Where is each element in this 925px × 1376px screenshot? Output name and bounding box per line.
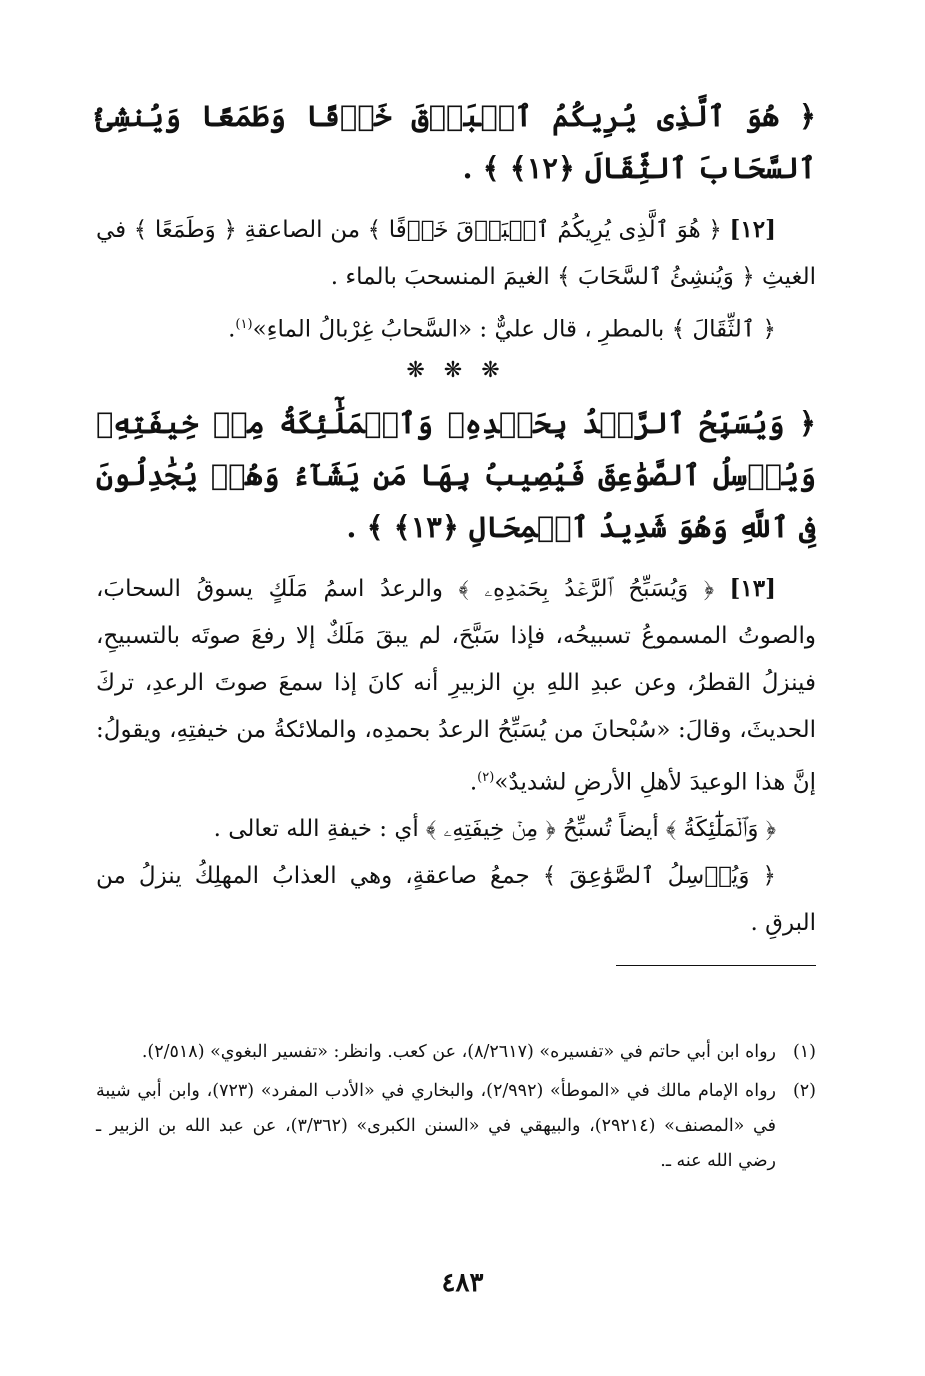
footnote-1 bbox=[96, 1035, 816, 1070]
page-body bbox=[96, 90, 816, 966]
footnote-number: (٢) bbox=[792, 1081, 816, 1101]
commentary-12-paragraph-2 bbox=[96, 301, 816, 354]
footnote-text: رواه ابن أبي حاتم في «تفسيره» (٨/٢٦١٧)، عن كعب. وانظر: «تفسير البغوي» (٢/٥١٨). bbox=[141, 1042, 776, 1062]
commentary-13-paragraph-2: ﴿ وَٱلۡمَلَٰٓئِكَةُ ﴾ أيضاً تُسبِّحُ ﴿ مِنۡ خِيفَتِهِۦ ﴾ أي : خيفةِ الله تعالى . bbox=[213, 816, 776, 843]
footnote-number: (١) bbox=[792, 1042, 816, 1062]
commentary-13-paragraph-3: ﴿ وَيُرۡسِلُ ٱلصَّوَٰعِقَ ﴾ جمعُ صاعقةٍ، وهي العذابُ المهلِكُ ينزلُ من البرقِ . bbox=[96, 863, 816, 937]
page-number: ٤٨٣ bbox=[441, 1268, 484, 1298]
footnote-separator bbox=[616, 965, 816, 966]
commentary-12-text: ﴿ هُوَ ٱلَّذِى يُرِيكُمُ ٱلۡبَرۡقَ خَوۡفًا ﴾ من الصاعقةِ ﴿ وَطَمَعًا ﴾ في الغيثِ ﴿ وَيُنشِئُ ٱلسَّحَابَ ﴾ الغيمَ المنسحبَ بالماء . bbox=[96, 217, 816, 290]
commentary-12-number: [١٢] bbox=[729, 216, 777, 243]
commentary-13-paragraph-1 bbox=[96, 565, 816, 807]
commentary-12-paragraph-1 bbox=[96, 206, 816, 301]
footnote-2 bbox=[96, 1074, 816, 1179]
section-divider-stars: ❋ ❋ ❋ bbox=[406, 357, 506, 383]
footnote-ref-2[interactable]: (٢) bbox=[477, 769, 495, 785]
commentary-13-number: [١٣] bbox=[729, 574, 776, 602]
footnotes bbox=[96, 1035, 816, 1183]
commentary-12-end: . bbox=[228, 316, 236, 343]
footnote-ref-1[interactable]: (١) bbox=[235, 317, 253, 332]
commentary-12-text-2: ﴿ ٱلثِّقَالَ ﴾ بالمطرِ ، قال عليٌّ : «السَّحابُ غِرْبالُ الماءِ» bbox=[252, 316, 776, 343]
quran-verse-13: ﴿ وَيُسَبِّحُ ٱلرَّعۡدُ بِحَمۡدِهِۦ وَٱلۡمَلَٰٓئِكَةُ مِنۡ خِيفَتِهِۦ وَيُرۡسِلُ ٱلصَّوَٰعِقَ فَيُصِيبُ بِهَا مَن يَشَآءُ وَهُمۡ يُجَٰدِلُونَ فِى ٱللَّهِ وَهُوَ شَدِيدُ ٱلۡمِحَالِ ﴿١٣﴾ ﴾ . bbox=[96, 405, 816, 544]
quran-verse-12: ﴿ هُوَ ٱلَّذِى يُرِيكُمُ ٱلۡبَرۡقَ خَوۡفًا وَطَمَعًا وَيُنشِئُ ٱلسَّحَابَ ٱلثِّقَالَ ﴿١٢﴾ ﴾ . bbox=[96, 99, 816, 185]
commentary-13-end: . bbox=[469, 769, 478, 796]
commentary-13-text: ﴿ وَيُسَبِّحُ ٱلرَّعۡدُ بِحَمۡدِهِۦ ﴾ والرعدُ اسمُ مَلَكٍ يسوقُ السحابَ، والصوتُ المسموعُ تسبيحُه، فإذا سَبَّحَ، لم يبقَ مَلَكٌ إلا رفعَ صوتَه بالتسبيحِ، فينزلُ القطرُ، وعن عبدِ اللهِ بنِ الزبيرِ أنه كانَ إذا سمعَ صوتَ الرعدِ، تركَ الحديثَ، وقالَ: «سُبْحانَ من يُسَبِّحُ الرعدُ بحمدِه، والملائكةُ من خيفتِهِ، ويقولُ: إنَّ هذا الوعيدَ لأهلِ الأرضِ لشديدٌ» bbox=[96, 575, 816, 796]
footnote-text: رواه الإمام مالك في «الموطأ» (٢/٩٩٢)، والبخاري في «الأدب المفرد» (٧٢٣)، وابن أبي شيبة في «المصنف» (٢٩٢١٤)، والبيهقي في «السنن الكبرى» (٣/٣٦٢)، عن عبد الله بن الزبير ـ رضي الله عنه ـ. bbox=[96, 1081, 776, 1171]
